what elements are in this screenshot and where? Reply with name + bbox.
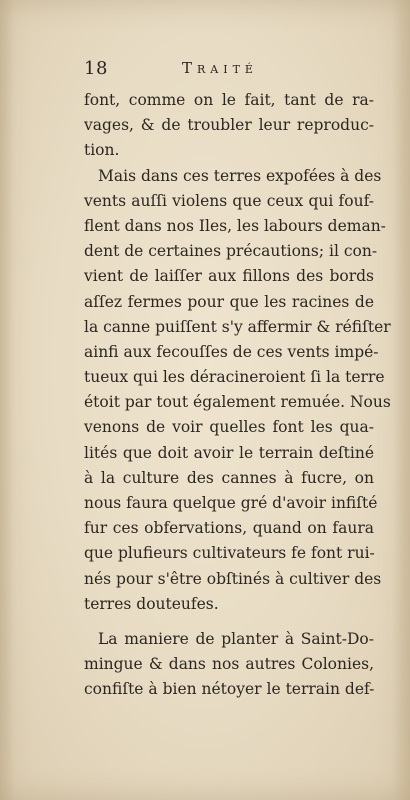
page-edge-shadow (392, 0, 410, 800)
text-line: confiſte à bien nétoyer le terrain def- (84, 680, 375, 699)
text-line: aſſez fermes pour que les racines de (84, 292, 374, 311)
text-line: la canne puiſſent s'y affermir & réfiſter (84, 317, 391, 336)
paragraph (84, 88, 374, 164)
body-text (84, 88, 391, 703)
text-line: lités que doit avoir le terrain deſtiné (84, 443, 374, 462)
text-line: terres douteufes. (84, 594, 219, 613)
text-line: à la culture des cannes à fucre, on (84, 468, 374, 487)
paragraph-gap (84, 617, 374, 627)
text-line: ainfi aux fecouſſes de ces vents impé- (84, 342, 379, 361)
page-number: 18 (84, 58, 108, 79)
page-header (0, 58, 410, 82)
text-line: vient de laiſſer aux fillons des bords (84, 267, 374, 286)
text-line: étoit par tout également remuée. Nous (84, 393, 391, 412)
text-line: vents auſſi violens que ceux qui fouf- (84, 191, 374, 210)
text-line: dent de certaines précautions; il con- (84, 242, 378, 261)
paragraph (84, 627, 374, 703)
text-line: vages, & de troubler leur reproduc- (84, 116, 374, 135)
text-line: venons de voir quelles font les qua- (84, 418, 374, 437)
text-line: tueux qui les déracineroient ſi la terre (84, 368, 385, 387)
text-line: font, comme on le fait, tant de ra- (84, 91, 374, 109)
text-line: que plufieurs cultivateurs fe font rui- (84, 544, 375, 563)
text-line: nous faura quelque gré d'avoir infiſté (84, 494, 378, 512)
text-line: fur ces obfervations, quand on faura (84, 519, 374, 538)
text-line: nés pour s'être obſtinés à cultiver des (84, 569, 382, 588)
paragraph (84, 164, 391, 617)
text-line: mingue & dans nos autres Colonies, (84, 655, 374, 674)
page-gutter-shadow (0, 0, 14, 800)
text-line: flent dans nos Iles, les labours deman- (84, 216, 386, 235)
running-title: Traité (182, 59, 258, 77)
text-line: Mais dans ces terres expofées à des (98, 166, 382, 185)
text-line: La maniere de planter à Saint-Do- (98, 629, 374, 648)
text-line: tion. (84, 141, 120, 160)
